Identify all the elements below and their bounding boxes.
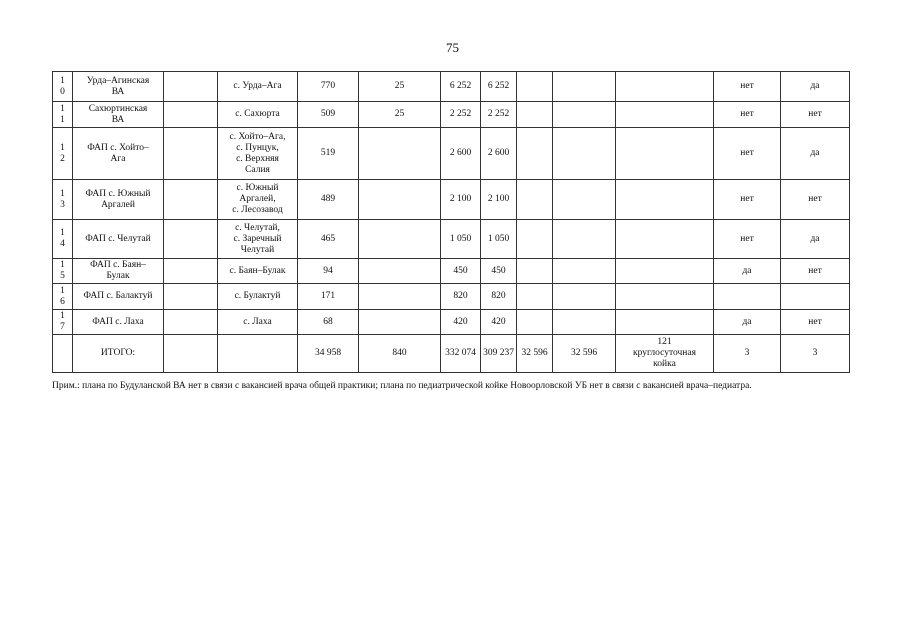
table-row — [53, 220, 850, 259]
table-cell: 820 — [481, 284, 517, 310]
table-cell — [553, 259, 616, 284]
table-cell — [359, 220, 441, 259]
table-cell — [164, 180, 218, 220]
facility-table — [52, 71, 850, 373]
table-cell — [218, 335, 298, 373]
table-cell: нет — [781, 180, 850, 220]
table-cell — [553, 310, 616, 335]
table-cell: нет — [781, 259, 850, 284]
table-cell: 770 — [298, 72, 359, 102]
table-total-row — [53, 335, 850, 373]
table-cell: ФАП с. Балактуй — [73, 284, 164, 310]
table-cell — [553, 72, 616, 102]
table-cell: с. Сахюрта — [218, 102, 298, 128]
table-cell — [164, 259, 218, 284]
table-cell: 25 — [359, 72, 441, 102]
table-cell: ФАП с. Лаха — [73, 310, 164, 335]
table-row — [53, 259, 850, 284]
table-cell: 1 3 — [53, 180, 73, 220]
table-cell — [517, 102, 553, 128]
table-cell: 1 7 — [53, 310, 73, 335]
table-cell — [553, 284, 616, 310]
page-number: 75 — [446, 40, 459, 55]
table-cell: ФАП с. Южный Аргалей — [73, 180, 164, 220]
table-cell: 6 252 — [441, 72, 481, 102]
table-cell: 1 4 — [53, 220, 73, 259]
table-cell: да — [714, 310, 781, 335]
table-cell: 94 — [298, 259, 359, 284]
table-cell: 1 1 — [53, 102, 73, 128]
table-cell — [53, 335, 73, 373]
table-cell: 489 — [298, 180, 359, 220]
table-cell: Урда–Агинская ВА — [73, 72, 164, 102]
table-cell — [517, 220, 553, 259]
table-cell: нет — [714, 220, 781, 259]
table-cell: 332 074 — [441, 335, 481, 373]
table-cell — [359, 259, 441, 284]
table-row — [53, 284, 850, 310]
table-cell — [164, 310, 218, 335]
table-cell: 309 237 — [481, 335, 517, 373]
table-cell — [164, 284, 218, 310]
table-cell — [517, 284, 553, 310]
table-cell — [517, 180, 553, 220]
table-cell: с. Булактуй — [218, 284, 298, 310]
table-cell: нет — [781, 310, 850, 335]
table-cell: 121 круглосуточная койка — [616, 335, 714, 373]
table-cell: 3 — [781, 335, 850, 373]
table-cell: нет — [781, 102, 850, 128]
table-cell — [714, 284, 781, 310]
table-row — [53, 310, 850, 335]
table-cell — [359, 180, 441, 220]
table-cell: 3 — [714, 335, 781, 373]
table-cell — [553, 220, 616, 259]
table-cell: 2 600 — [481, 128, 517, 180]
table-cell: с. Челутай, с. Заречный Челутай — [218, 220, 298, 259]
table-cell — [164, 72, 218, 102]
table-cell — [616, 284, 714, 310]
table-cell — [517, 259, 553, 284]
table-cell: с. Хойто–Ага, с. Пунцук, с. Верхняя Салия — [218, 128, 298, 180]
table-cell: нет — [714, 72, 781, 102]
table-cell: 519 — [298, 128, 359, 180]
table-cell — [616, 72, 714, 102]
table-cell: да — [714, 259, 781, 284]
table-cell — [553, 180, 616, 220]
table-cell: ИТОГО: — [73, 335, 164, 373]
table-cell — [164, 335, 218, 373]
table-cell: 820 — [441, 284, 481, 310]
table-cell: 1 050 — [481, 220, 517, 259]
table-cell — [164, 220, 218, 259]
table-cell — [517, 310, 553, 335]
table-cell: ФАП с. Челутай — [73, 220, 164, 259]
table-cell: с. Южный Аргалей, с. Лесозавод — [218, 180, 298, 220]
table-cell: 2 252 — [481, 102, 517, 128]
table-cell — [616, 180, 714, 220]
table-cell: ФАП с. Баян– Булак — [73, 259, 164, 284]
table-cell: 1 6 — [53, 284, 73, 310]
table-cell — [616, 310, 714, 335]
table-cell — [781, 284, 850, 310]
table-cell: 420 — [441, 310, 481, 335]
table-cell: 2 600 — [441, 128, 481, 180]
table-cell: да — [781, 220, 850, 259]
table-cell: 1 0 — [53, 72, 73, 102]
table-cell — [359, 310, 441, 335]
table-cell: 420 — [481, 310, 517, 335]
table-cell: нет — [714, 102, 781, 128]
table-cell: 32 596 — [517, 335, 553, 373]
table-cell — [359, 128, 441, 180]
table-cell: 6 252 — [481, 72, 517, 102]
table-cell: 68 — [298, 310, 359, 335]
table-cell — [164, 102, 218, 128]
table-cell: 509 — [298, 102, 359, 128]
table-cell: 465 — [298, 220, 359, 259]
table-cell — [359, 284, 441, 310]
table-cell: 1 2 — [53, 128, 73, 180]
table-cell: Сахюртинская ВА — [73, 102, 164, 128]
table-cell: нет — [714, 128, 781, 180]
table-cell — [553, 128, 616, 180]
table-cell: 32 596 — [553, 335, 616, 373]
table-cell: 1 050 — [441, 220, 481, 259]
table-row — [53, 128, 850, 180]
table-cell: 1 5 — [53, 259, 73, 284]
table-cell: да — [781, 128, 850, 180]
table-cell: 34 958 — [298, 335, 359, 373]
table-cell: с. Урда–Ага — [218, 72, 298, 102]
table-cell — [517, 128, 553, 180]
table-cell: 450 — [481, 259, 517, 284]
table-cell: 25 — [359, 102, 441, 128]
table-cell: нет — [714, 180, 781, 220]
table-cell: с. Лаха — [218, 310, 298, 335]
table-cell: ФАП с. Хойто– Ага — [73, 128, 164, 180]
table-cell: 840 — [359, 335, 441, 373]
table-cell: 2 100 — [481, 180, 517, 220]
table-cell: с. Баян–Булак — [218, 259, 298, 284]
table-cell — [616, 259, 714, 284]
table-cell — [553, 102, 616, 128]
table-cell: 2 252 — [441, 102, 481, 128]
table-cell: да — [781, 72, 850, 102]
table-cell: 2 100 — [441, 180, 481, 220]
table-row — [53, 102, 850, 128]
table-cell — [616, 128, 714, 180]
table-row — [53, 72, 850, 102]
table-cell — [517, 72, 553, 102]
table-row — [53, 180, 850, 220]
footnote: Прим.: плана по Будуланской ВА нет в связи с вакансией врача общей практики; плана по педиатрической койке Новоорловской УБ нет в связи с вакансией врача–педиатра. — [52, 381, 752, 391]
table-cell: 450 — [441, 259, 481, 284]
table-cell — [164, 128, 218, 180]
table-cell: 171 — [298, 284, 359, 310]
table-cell — [616, 220, 714, 259]
table-cell — [616, 102, 714, 128]
